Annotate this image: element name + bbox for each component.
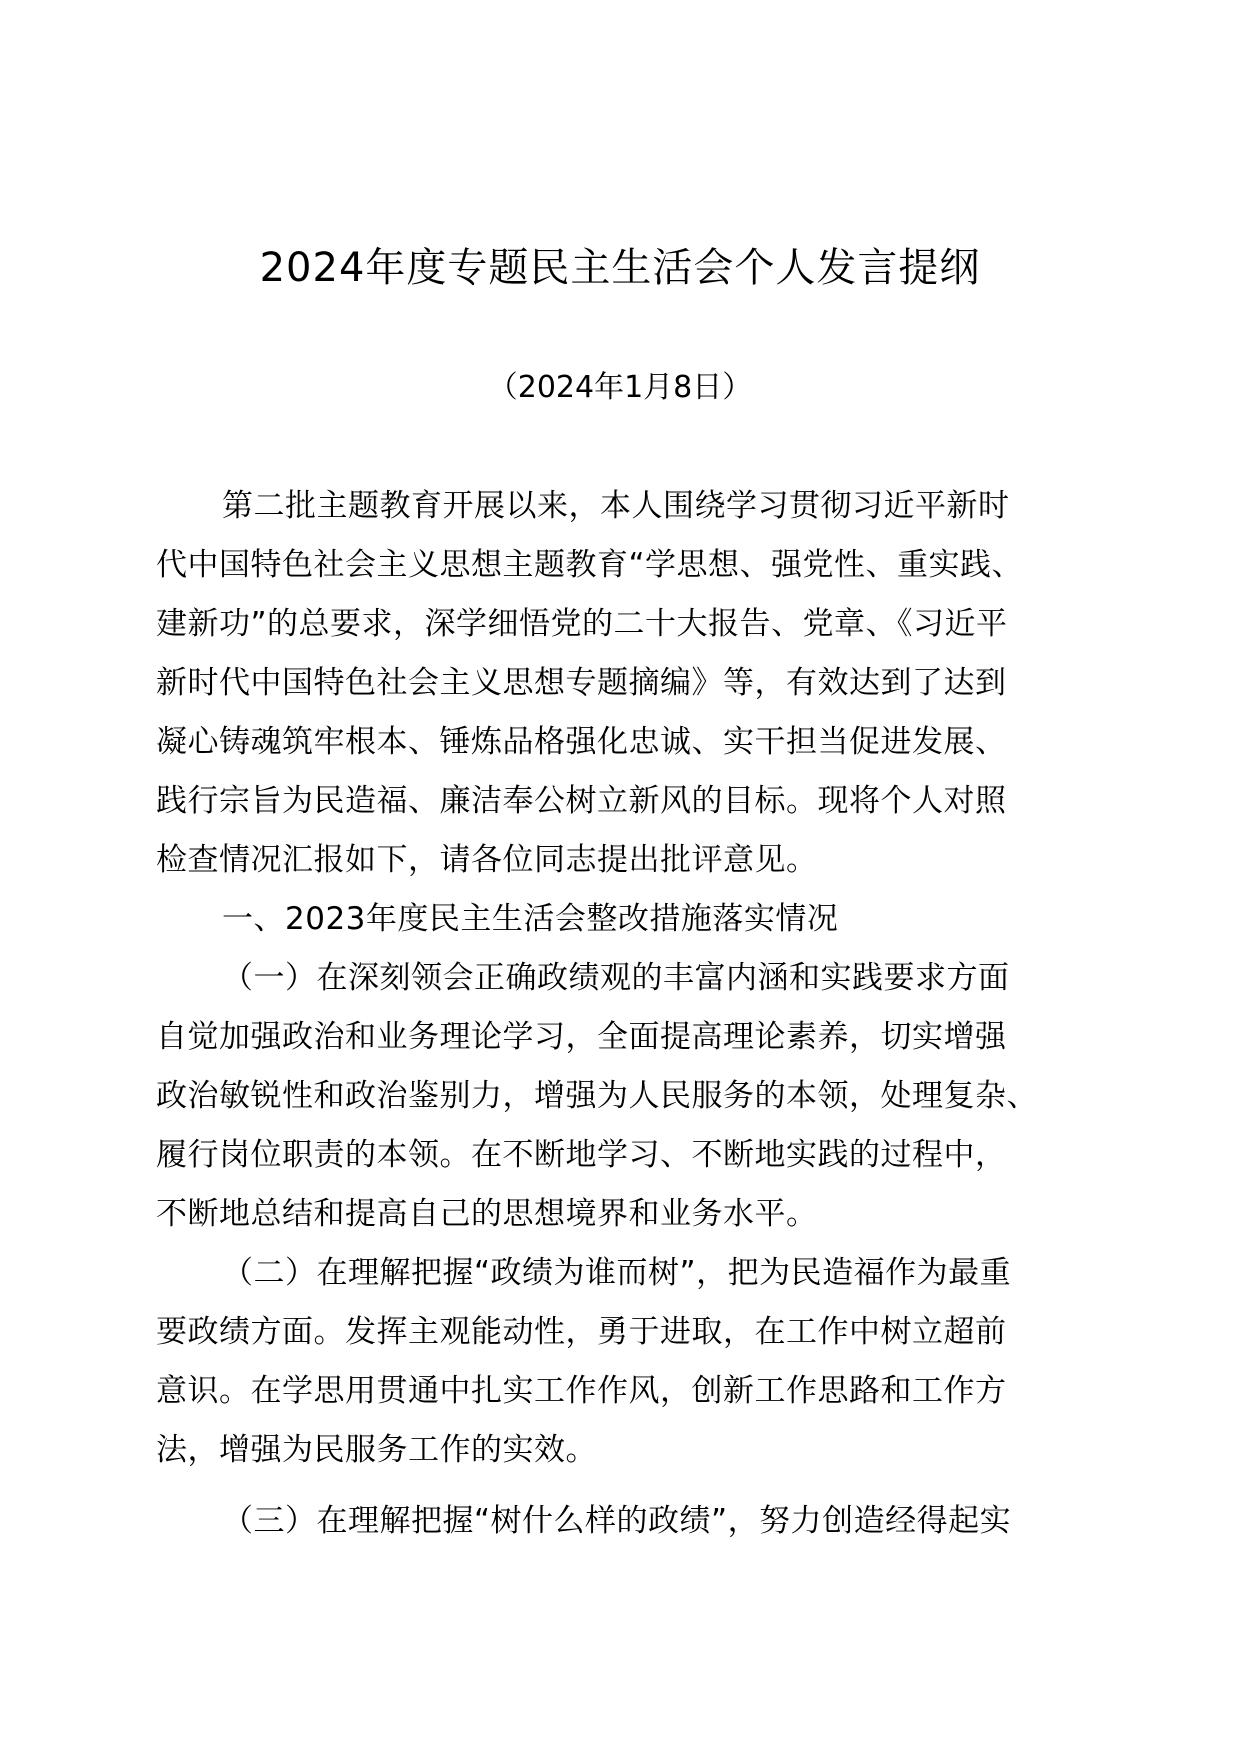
subsection-line: （三）在理解把握“树什么样的政绩”，努力创造经得起实 [222, 1503, 1012, 1539]
section-heading: 一、2023年度民主生活会整改措施落实情况 [222, 901, 839, 937]
document-title: 2024年度专题民主生活会个人发言提纲 [259, 245, 981, 291]
document-date: （2024年1月8日） [487, 370, 753, 405]
paragraph-line: 法，增强为民服务工作的实效。 [156, 1432, 597, 1468]
document-body [156, 477, 1086, 1551]
paragraph-line: 代中国特色社会主义思想主题教育“学思想、强党性、重实践、 [156, 547, 1024, 583]
paragraph-line: 意识。在学思用贯通中扎实工作作风，创新工作思路和工作方 [156, 1373, 1007, 1409]
paragraph-line: 履行岗位职责的本领。在不断地学习、不断地实践的过程中， [156, 1137, 1007, 1173]
paragraph-line: 要政绩方面。发挥主观能动性，勇于进取，在工作中树立超前 [156, 1314, 1007, 1350]
paragraph-line: 践行宗旨为民造福、廉洁奉公树立新风的目标。现将个人对照 [156, 783, 1007, 819]
paragraph-line: 建新功”的总要求，深学细悟党的二十大报告、党章、《习近平 [156, 606, 1008, 642]
subsection-line: （二）在理解把握“政绩为谁而树”，把为民造福作为最重 [222, 1255, 1012, 1291]
paragraph-line: 不断地总结和提高自己的思想境界和业务水平。 [156, 1196, 818, 1232]
paragraph-line: 检查情况汇报如下，请各位同志提出批评意见。 [156, 842, 818, 878]
paragraph-line: 自觉加强政治和业务理论学习，全面提高理论素养，切实增强 [156, 1019, 1007, 1055]
paragraph-line: 政治敏锐性和政治鉴别力，增强为人民服务的本领，处理复杂、 [156, 1078, 1038, 1114]
paragraph-line: 第二批主题教育开展以来，本人围绕学习贯彻习近平新时 [222, 488, 1010, 524]
paragraph-line: 凝心铸魂筑牢根本、锤炼品格强化忠诚、实干担当促进发展、 [156, 724, 1007, 760]
subsection-line: （一）在深刻领会正确政绩观的丰富内涵和实践要求方面 [222, 960, 1010, 996]
paragraph-line: 新时代中国特色社会主义思想专题摘编》等，有效达到了达到 [156, 665, 1007, 701]
